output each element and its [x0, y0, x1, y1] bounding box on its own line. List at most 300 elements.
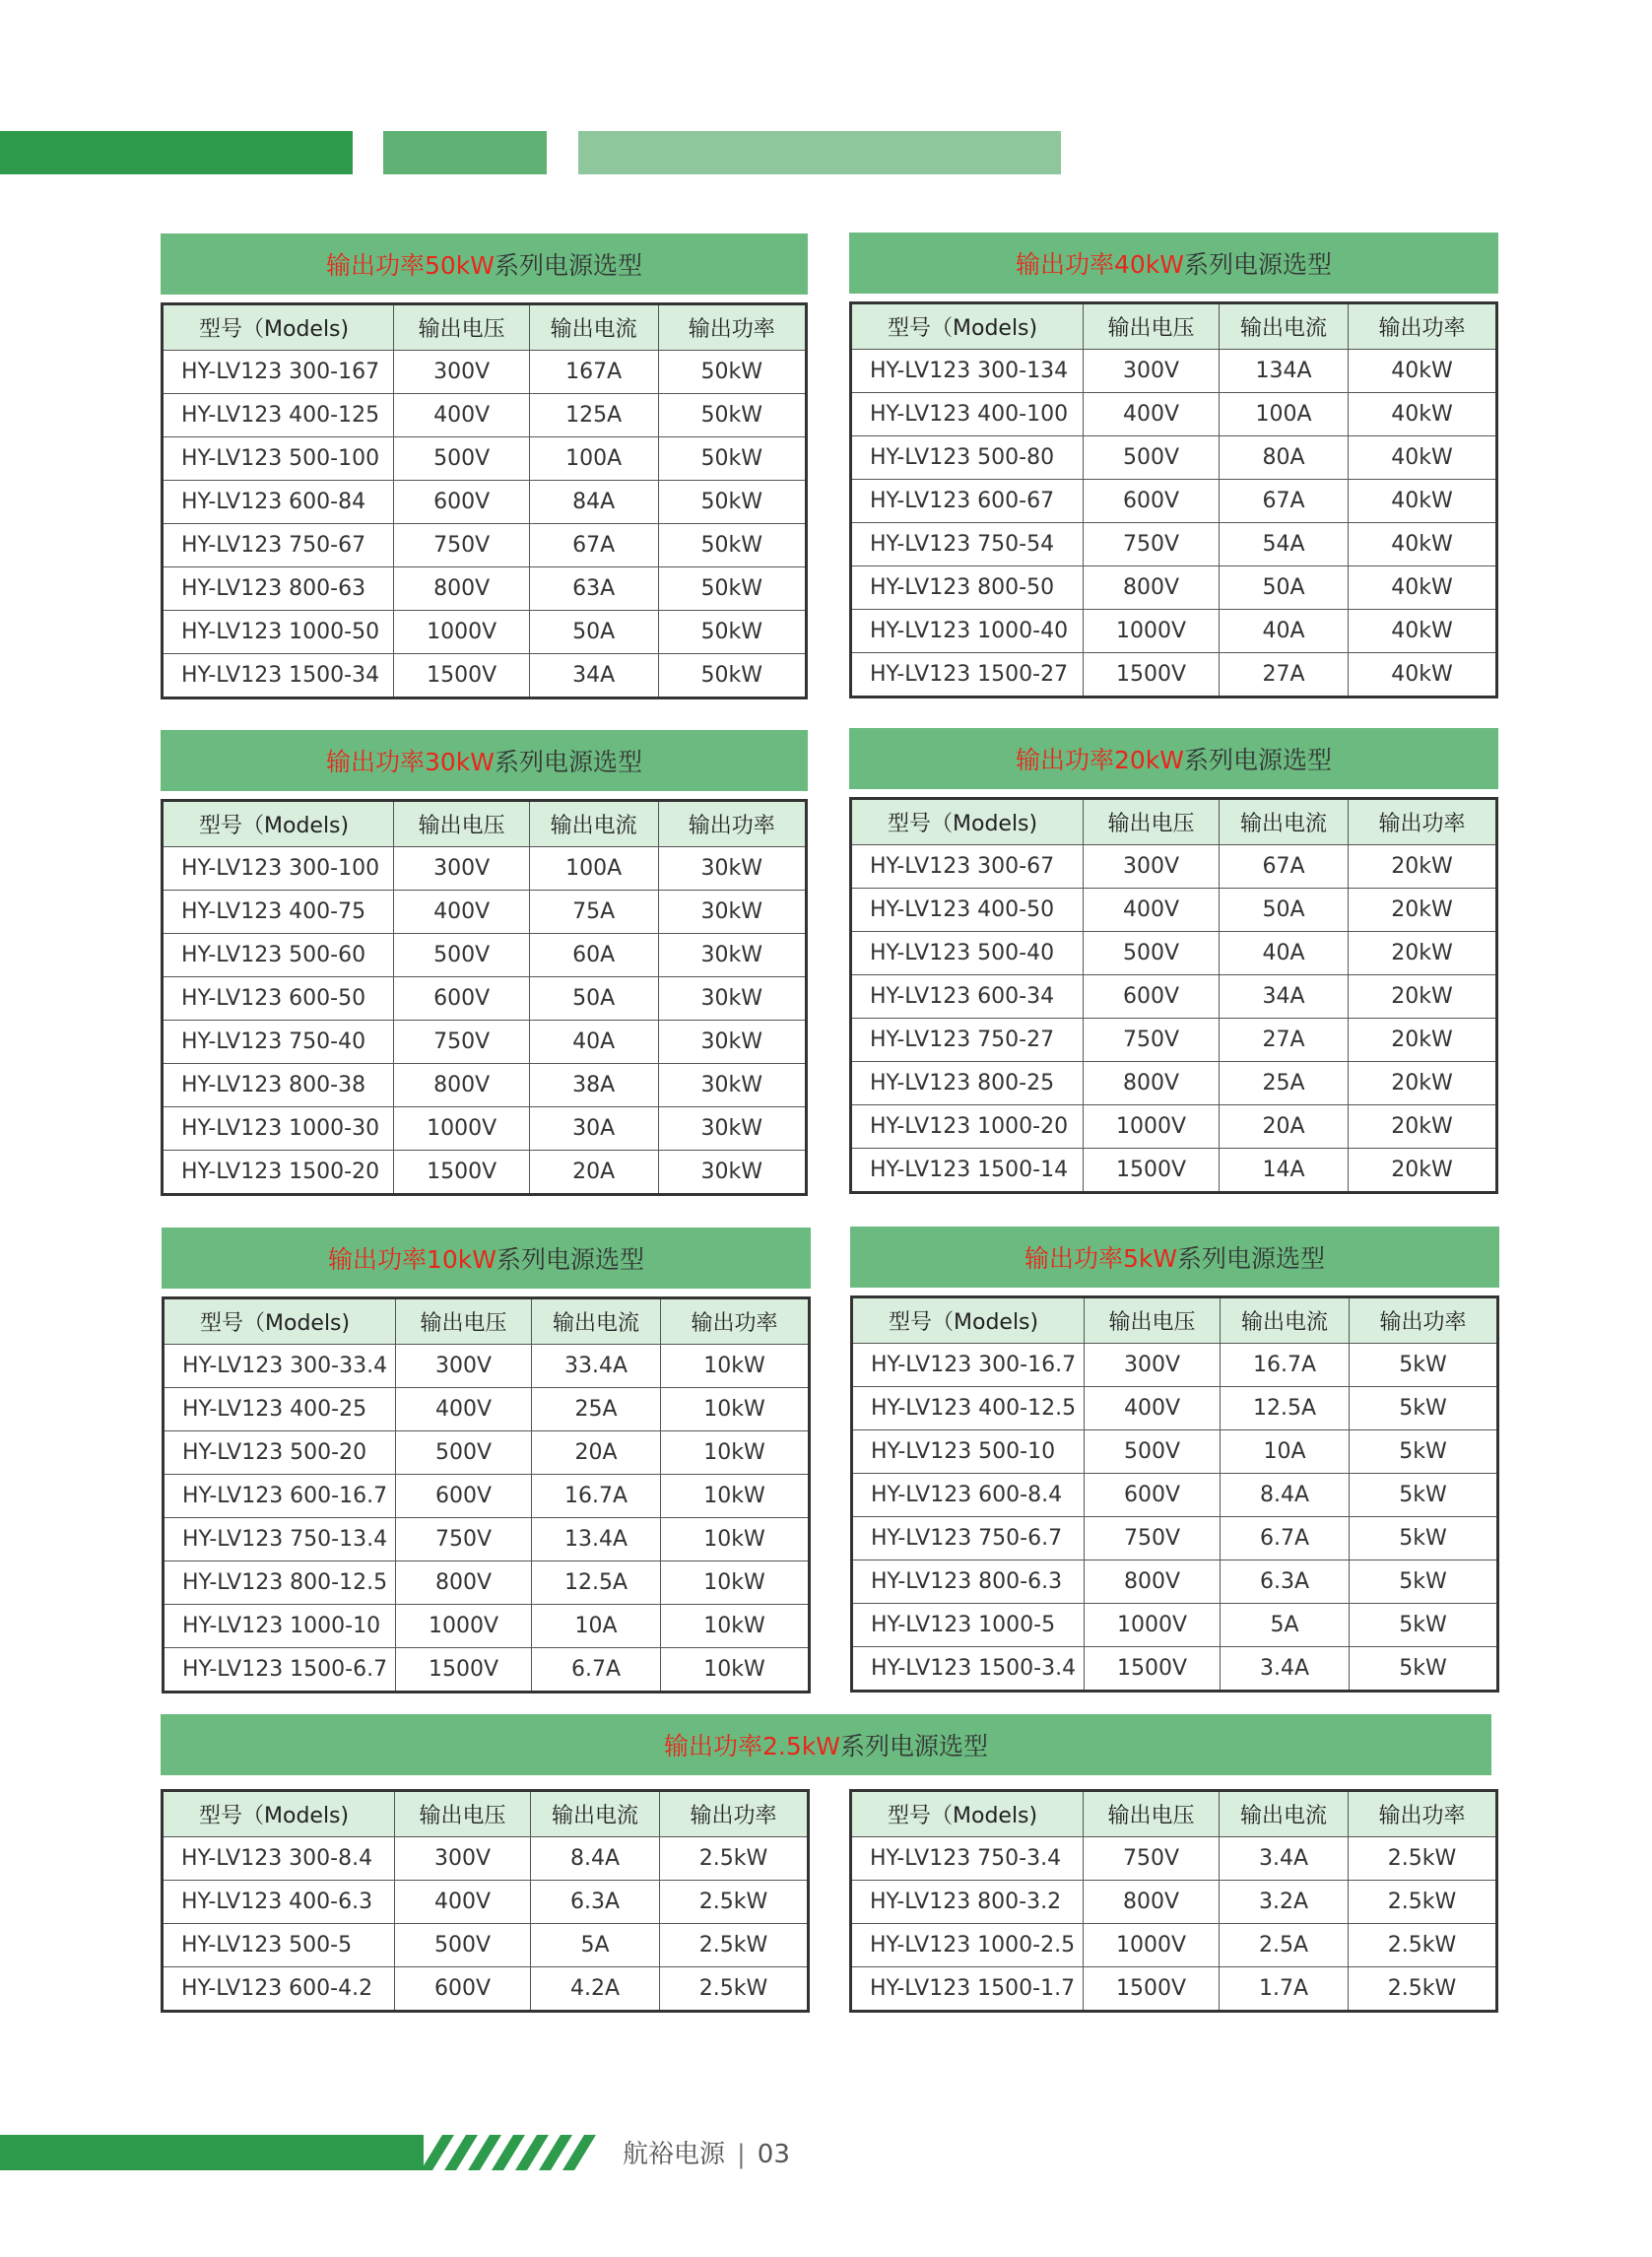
header-power: 输出功率 [1350, 1297, 1498, 1344]
cell-current: 100A [529, 847, 658, 891]
cell-power: 30kW [658, 891, 806, 934]
table-row [163, 1924, 809, 1967]
cell-power: 10kW [661, 1648, 810, 1693]
cell-model: HY-LV123 400-75 [163, 891, 394, 934]
cell-current: 27A [1219, 1019, 1348, 1062]
table-row [164, 1518, 810, 1561]
cell-power: 20kW [1349, 1105, 1497, 1149]
section-title [161, 730, 808, 791]
cell-power: 30kW [658, 977, 806, 1021]
cell-power: 50kW [658, 437, 806, 481]
cell-power: 5kW [1350, 1517, 1498, 1560]
cell-voltage: 300V [1084, 845, 1220, 889]
cell-current: 20A [1219, 1105, 1348, 1149]
cell-current: 10A [1220, 1430, 1349, 1474]
cell-power: 30kW [658, 1021, 806, 1064]
cell-voltage: 400V [1085, 1387, 1221, 1430]
cell-voltage: 400V [1084, 889, 1220, 932]
cell-power: 5kW [1350, 1344, 1498, 1387]
cell-power: 2.5kW [1349, 1881, 1497, 1924]
cell-model: HY-LV123 1000-50 [163, 611, 394, 654]
cell-power: 20kW [1349, 1019, 1497, 1062]
table-row [163, 1837, 809, 1881]
cell-model: HY-LV123 1500-20 [163, 1151, 394, 1195]
cell-model: HY-LV123 400-12.5 [852, 1387, 1085, 1430]
cell-current: 30A [529, 1107, 658, 1151]
header-power: 输出功率 [658, 801, 806, 847]
cell-power: 40kW [1349, 566, 1497, 610]
header-model: 型号（Models) [163, 801, 394, 847]
cell-model: HY-LV123 300-67 [851, 845, 1084, 889]
header-current: 输出电流 [1219, 1791, 1348, 1837]
title-power: 输出功率2.5kW [664, 1732, 840, 1760]
cell-model: HY-LV123 750-3.4 [851, 1837, 1084, 1881]
cell-current: 8.4A [1220, 1474, 1349, 1517]
table-row [851, 889, 1497, 932]
cell-voltage: 1000V [1085, 1604, 1221, 1647]
cell-voltage: 300V [1084, 350, 1220, 393]
header-power: 输出功率 [1349, 799, 1497, 845]
table-row [851, 480, 1497, 523]
cell-voltage: 400V [394, 394, 529, 437]
cell-voltage: 400V [394, 891, 529, 934]
table-row [163, 654, 807, 698]
table-row [163, 611, 807, 654]
cell-current: 20A [529, 1151, 658, 1195]
table-row [163, 351, 807, 394]
title-power: 输出功率40kW [1015, 250, 1184, 279]
cell-voltage: 1000V [1084, 1105, 1220, 1149]
cell-model: HY-LV123 1000-30 [163, 1107, 394, 1151]
cell-current: 16.7A [1220, 1344, 1349, 1387]
table-row [164, 1388, 810, 1431]
section-30kw [161, 730, 808, 1196]
header-voltage: 输出电压 [1085, 1297, 1221, 1344]
cell-model: HY-LV123 1500-1.7 [851, 1967, 1084, 2012]
cell-model: HY-LV123 300-100 [163, 847, 394, 891]
cell-power: 5kW [1350, 1474, 1498, 1517]
section-title [850, 1227, 1499, 1288]
cell-power: 10kW [661, 1388, 810, 1431]
section-title [162, 1228, 811, 1289]
cell-voltage: 500V [394, 934, 529, 977]
cell-current: 67A [529, 524, 658, 567]
cell-current: 50A [1219, 889, 1348, 932]
cell-power: 5kW [1350, 1430, 1498, 1474]
table-row [851, 566, 1497, 610]
cell-power: 40kW [1349, 610, 1497, 653]
cell-current: 100A [529, 437, 658, 481]
header-voltage: 输出电压 [1084, 1791, 1220, 1837]
cell-current: 40A [1219, 610, 1348, 653]
header-power: 输出功率 [1349, 1791, 1497, 1837]
cell-model: HY-LV123 400-125 [163, 394, 394, 437]
table-row [852, 1430, 1498, 1474]
cell-current: 50A [529, 611, 658, 654]
cell-voltage: 600V [394, 977, 529, 1021]
spec-table [850, 1295, 1499, 1693]
cell-model: HY-LV123 500-60 [163, 934, 394, 977]
cell-power: 40kW [1349, 523, 1497, 566]
cell-power: 2.5kW [1349, 1837, 1497, 1881]
table-row [164, 1345, 810, 1388]
cell-power: 2.5kW [660, 1967, 809, 2012]
section-20kw [849, 728, 1498, 1194]
cell-power: 10kW [661, 1518, 810, 1561]
cell-current: 5A [530, 1924, 659, 1967]
cell-current: 134A [1219, 350, 1348, 393]
section-title-2-5kw [161, 1714, 1491, 1775]
header-voltage: 输出电压 [395, 1791, 531, 1837]
title-power: 输出功率50kW [325, 251, 495, 280]
title-suffix: 系列电源选型 [496, 1245, 645, 1274]
table-row [852, 1344, 1498, 1387]
cell-voltage: 1500V [1084, 653, 1220, 697]
cell-model: HY-LV123 750-13.4 [164, 1518, 396, 1561]
cell-model: HY-LV123 600-8.4 [852, 1474, 1085, 1517]
table-row [163, 1881, 809, 1924]
cell-model: HY-LV123 800-50 [851, 566, 1084, 610]
cell-current: 20A [531, 1431, 660, 1475]
cell-power: 50kW [658, 351, 806, 394]
cell-model: HY-LV123 500-40 [851, 932, 1084, 975]
cell-power: 2.5kW [1349, 1967, 1497, 2012]
header-model: 型号（Models) [851, 799, 1084, 845]
title-power: 输出功率20kW [1015, 746, 1184, 774]
cell-power: 40kW [1349, 436, 1497, 480]
cell-power: 2.5kW [660, 1837, 809, 1881]
cell-model: HY-LV123 800-38 [163, 1064, 394, 1107]
cell-voltage: 600V [1084, 975, 1220, 1019]
header-power: 输出功率 [658, 304, 806, 351]
cell-voltage: 800V [394, 1064, 529, 1107]
cell-voltage: 500V [1084, 932, 1220, 975]
table-row [851, 1149, 1497, 1193]
cell-power: 50kW [658, 524, 806, 567]
cell-model: HY-LV123 1500-34 [163, 654, 394, 698]
cell-model: HY-LV123 600-67 [851, 480, 1084, 523]
cell-power: 10kW [661, 1345, 810, 1388]
cell-current: 5A [1220, 1604, 1349, 1647]
table-row [163, 437, 807, 481]
page-number: 03 [757, 2140, 790, 2169]
cell-current: 6.3A [530, 1881, 659, 1924]
cell-voltage: 1000V [396, 1605, 532, 1648]
cell-power: 20kW [1349, 1062, 1497, 1105]
table-row [851, 1019, 1497, 1062]
table-row [163, 524, 807, 567]
cell-current: 34A [529, 654, 658, 698]
section-title [161, 233, 808, 295]
footer-bar [0, 2135, 424, 2170]
header-model: 型号（Models) [164, 1298, 396, 1345]
cell-power: 30kW [658, 1107, 806, 1151]
spec-table [161, 302, 808, 699]
cell-voltage: 750V [394, 524, 529, 567]
cell-current: 3.2A [1219, 1881, 1348, 1924]
table-row [163, 1151, 807, 1195]
table-row [851, 350, 1497, 393]
section-2-5kw-left [161, 1789, 810, 2013]
section-2-5kw-right [849, 1789, 1498, 2013]
cell-power: 50kW [658, 481, 806, 524]
title-suffix: 系列电源选型 [839, 1732, 988, 1760]
table-row [852, 1387, 1498, 1430]
cell-model: HY-LV123 600-16.7 [164, 1475, 396, 1518]
cell-current: 6.3A [1220, 1560, 1349, 1604]
section-50kw [161, 233, 808, 699]
section-title [849, 728, 1498, 789]
cell-model: HY-LV123 1000-5 [852, 1604, 1085, 1647]
cell-current: 25A [1219, 1062, 1348, 1105]
cell-model: HY-LV123 400-25 [164, 1388, 396, 1431]
table-row [851, 523, 1497, 566]
header-current: 输出电流 [1220, 1297, 1349, 1344]
cell-voltage: 300V [396, 1345, 532, 1388]
cell-model: HY-LV123 1000-2.5 [851, 1924, 1084, 1967]
cell-power: 20kW [1349, 889, 1497, 932]
cell-voltage: 1000V [394, 1107, 529, 1151]
cell-model: HY-LV123 800-63 [163, 567, 394, 611]
cell-current: 84A [529, 481, 658, 524]
header-current: 输出电流 [1219, 799, 1348, 845]
cell-current: 14A [1219, 1149, 1348, 1193]
table-row [164, 1475, 810, 1518]
section-title [849, 232, 1498, 294]
table-row [163, 1021, 807, 1064]
top-bar-light [578, 131, 1061, 174]
cell-model: HY-LV123 750-54 [851, 523, 1084, 566]
top-bar-dark [0, 131, 353, 174]
cell-model: HY-LV123 500-100 [163, 437, 394, 481]
cell-current: 100A [1219, 393, 1348, 436]
cell-current: 54A [1219, 523, 1348, 566]
cell-current: 6.7A [1220, 1517, 1349, 1560]
cell-voltage: 750V [396, 1518, 532, 1561]
cell-voltage: 1500V [394, 1151, 529, 1195]
cell-model: HY-LV123 600-84 [163, 481, 394, 524]
cell-model: HY-LV123 1500-27 [851, 653, 1084, 697]
cell-power: 10kW [661, 1431, 810, 1475]
cell-power: 50kW [658, 611, 806, 654]
cell-current: 167A [529, 351, 658, 394]
cell-voltage: 500V [394, 437, 529, 481]
cell-current: 8.4A [530, 1837, 659, 1881]
table-row [852, 1647, 1498, 1692]
section-10kw [162, 1228, 811, 1693]
cell-model: HY-LV123 400-100 [851, 393, 1084, 436]
cell-voltage: 800V [1084, 1062, 1220, 1105]
table-row [851, 1967, 1497, 2012]
cell-voltage: 300V [394, 847, 529, 891]
header-voltage: 输出电压 [394, 304, 529, 351]
cell-model: HY-LV123 750-6.7 [852, 1517, 1085, 1560]
cell-voltage: 300V [395, 1837, 531, 1881]
title-suffix: 系列电源选型 [1177, 1244, 1326, 1273]
table-row [164, 1648, 810, 1693]
cell-voltage: 400V [395, 1881, 531, 1924]
cell-model: HY-LV123 1000-10 [164, 1605, 396, 1648]
cell-current: 4.2A [530, 1967, 659, 2012]
table-row [164, 1605, 810, 1648]
cell-voltage: 500V [1085, 1430, 1221, 1474]
cell-power: 30kW [658, 1064, 806, 1107]
cell-model: HY-LV123 300-167 [163, 351, 394, 394]
cell-voltage: 600V [1085, 1474, 1221, 1517]
cell-voltage: 600V [395, 1967, 531, 2012]
table-row [852, 1604, 1498, 1647]
cell-power: 5kW [1350, 1647, 1498, 1692]
cell-current: 50A [529, 977, 658, 1021]
table-row [851, 436, 1497, 480]
cell-model: HY-LV123 1500-6.7 [164, 1648, 396, 1693]
header-voltage: 输出电压 [1084, 799, 1220, 845]
cell-power: 2.5kW [660, 1924, 809, 1967]
cell-power: 40kW [1349, 480, 1497, 523]
cell-model: HY-LV123 300-16.7 [852, 1344, 1085, 1387]
cell-model: HY-LV123 750-27 [851, 1019, 1084, 1062]
spec-table [849, 797, 1498, 1194]
cell-voltage: 600V [396, 1475, 532, 1518]
cell-voltage: 1500V [1084, 1967, 1220, 2012]
cell-power: 50kW [658, 394, 806, 437]
cell-voltage: 400V [1084, 393, 1220, 436]
cell-model: HY-LV123 400-6.3 [163, 1881, 395, 1924]
cell-model: HY-LV123 500-5 [163, 1924, 395, 1967]
cell-model: HY-LV123 300-33.4 [164, 1345, 396, 1388]
cell-voltage: 600V [394, 481, 529, 524]
cell-current: 125A [529, 394, 658, 437]
spec-table [161, 1789, 810, 2013]
title-suffix: 系列电源选型 [1184, 250, 1333, 279]
cell-power: 2.5kW [660, 1881, 809, 1924]
cell-current: 3.4A [1220, 1647, 1349, 1692]
table-row [851, 610, 1497, 653]
cell-voltage: 1000V [394, 611, 529, 654]
footer-brand: 航裕电源 [623, 2140, 726, 2169]
table-row [852, 1474, 1498, 1517]
cell-model: HY-LV123 300-8.4 [163, 1837, 395, 1881]
cell-current: 25A [531, 1388, 660, 1431]
cell-current: 12.5A [1220, 1387, 1349, 1430]
cell-model: HY-LV123 500-80 [851, 436, 1084, 480]
cell-model: HY-LV123 800-25 [851, 1062, 1084, 1105]
cell-current: 2.5A [1219, 1924, 1348, 1967]
cell-voltage: 500V [396, 1431, 532, 1475]
title-suffix: 系列电源选型 [1184, 746, 1333, 774]
cell-voltage: 400V [396, 1388, 532, 1431]
cell-voltage: 750V [1084, 1019, 1220, 1062]
table-row [852, 1517, 1498, 1560]
table-row [163, 394, 807, 437]
cell-current: 50A [1219, 566, 1348, 610]
table-row [851, 1062, 1497, 1105]
cell-model: HY-LV123 500-20 [164, 1431, 396, 1475]
header-power: 输出功率 [1349, 303, 1497, 350]
cell-voltage: 1500V [396, 1648, 532, 1693]
cell-current: 63A [529, 567, 658, 611]
cell-model: HY-LV123 750-67 [163, 524, 394, 567]
cell-voltage: 500V [1084, 436, 1220, 480]
footer-separator: | [737, 2140, 746, 2169]
cell-model: HY-LV123 1000-40 [851, 610, 1084, 653]
table-row [163, 977, 807, 1021]
cell-power: 20kW [1349, 1149, 1497, 1193]
cell-current: 80A [1219, 436, 1348, 480]
cell-voltage: 800V [1085, 1560, 1221, 1604]
cell-current: 16.7A [531, 1475, 660, 1518]
cell-model: HY-LV123 800-12.5 [164, 1561, 396, 1605]
title-suffix: 系列电源选型 [495, 251, 643, 280]
cell-current: 40A [1219, 932, 1348, 975]
cell-power: 5kW [1350, 1560, 1498, 1604]
cell-current: 1.7A [1219, 1967, 1348, 2012]
cell-voltage: 300V [1085, 1344, 1221, 1387]
title-power: 输出功率5kW [1024, 1244, 1178, 1273]
cell-power: 40kW [1349, 653, 1497, 697]
header-power: 输出功率 [661, 1298, 810, 1345]
header-current: 输出电流 [529, 304, 658, 351]
cell-power: 10kW [661, 1605, 810, 1648]
cell-current: 60A [529, 934, 658, 977]
cell-current: 67A [1219, 480, 1348, 523]
cell-power: 5kW [1350, 1604, 1498, 1647]
table-row [164, 1431, 810, 1475]
header-model: 型号（Models) [851, 303, 1084, 350]
header-voltage: 输出电压 [394, 801, 529, 847]
table-row [163, 1064, 807, 1107]
title-power: 输出功率30kW [325, 748, 495, 776]
cell-power: 40kW [1349, 350, 1497, 393]
table-row [851, 975, 1497, 1019]
header-voltage: 输出电压 [1084, 303, 1220, 350]
cell-voltage: 1500V [394, 654, 529, 698]
cell-voltage: 300V [394, 351, 529, 394]
cell-current: 67A [1219, 845, 1348, 889]
cell-voltage: 1000V [1084, 610, 1220, 653]
cell-power: 10kW [661, 1561, 810, 1605]
cell-voltage: 1500V [1085, 1647, 1221, 1692]
cell-power: 30kW [658, 847, 806, 891]
table-row [851, 932, 1497, 975]
cell-power: 50kW [658, 567, 806, 611]
section-40kw [849, 232, 1498, 698]
spec-table [849, 301, 1498, 698]
cell-model: HY-LV123 500-10 [852, 1430, 1085, 1474]
footer-stripes [409, 2135, 616, 2170]
cell-power: 2.5kW [1349, 1924, 1497, 1967]
cell-power: 50kW [658, 654, 806, 698]
header-model: 型号（Models) [851, 1791, 1084, 1837]
spec-table [161, 799, 808, 1196]
footer-text [623, 2134, 790, 2170]
cell-current: 34A [1219, 975, 1348, 1019]
cell-voltage: 750V [394, 1021, 529, 1064]
spec-table [849, 1789, 1498, 2013]
cell-power: 20kW [1349, 932, 1497, 975]
cell-voltage: 750V [1084, 1837, 1220, 1881]
cell-model: HY-LV123 800-3.2 [851, 1881, 1084, 1924]
header-current: 输出电流 [531, 1298, 660, 1345]
cell-voltage: 800V [394, 567, 529, 611]
cell-model: HY-LV123 1000-20 [851, 1105, 1084, 1149]
table-row [163, 891, 807, 934]
cell-current: 33.4A [531, 1345, 660, 1388]
cell-voltage: 500V [395, 1924, 531, 1967]
header-model: 型号（Models) [163, 1791, 395, 1837]
cell-model: HY-LV123 400-50 [851, 889, 1084, 932]
table-row [164, 1561, 810, 1605]
